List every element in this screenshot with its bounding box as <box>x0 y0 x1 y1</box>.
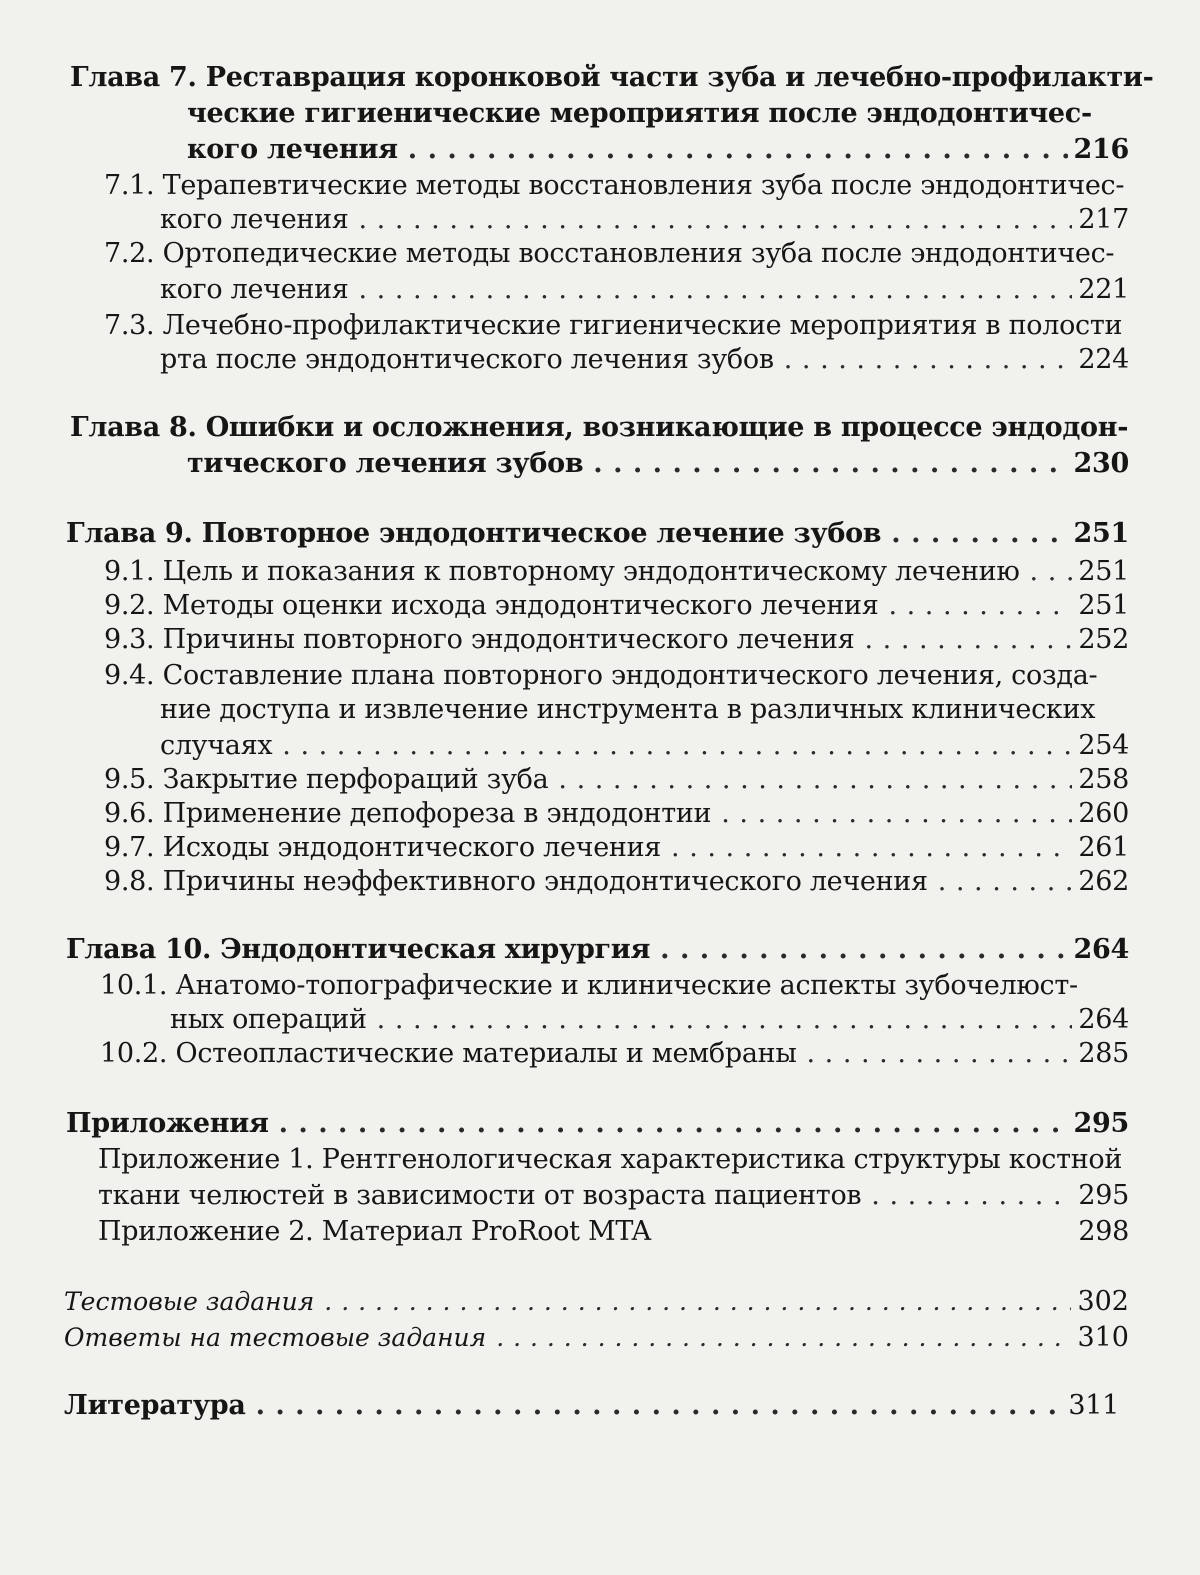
leader-dots <box>671 832 1072 863</box>
leader-dots <box>377 1004 1073 1035</box>
section-9-1-entry[interactable] <box>104 556 1129 587</box>
leader-dots <box>496 1323 1071 1352</box>
section-10-1-line-1 <box>100 970 1078 1001</box>
page-number: 217 <box>1078 204 1129 235</box>
page-number: 302 <box>1077 1286 1129 1317</box>
section-number: 9.1. <box>104 556 155 587</box>
section-title: Составление плана повторного эндодонтического лечения, созда- <box>162 660 1098 691</box>
chapter-10-title: Глава 10. Эндодонтическая хирургия <box>66 934 651 965</box>
section-title: Цель и показания к повторному эндодонтическому лечению <box>162 556 1020 587</box>
page-number: 258 <box>1078 764 1129 795</box>
literature-entry[interactable] <box>64 1390 1119 1421</box>
section-7-2-entry[interactable] <box>160 274 1129 305</box>
section-number: 10.2. <box>100 1038 168 1069</box>
page-number: 295 <box>1078 1180 1129 1211</box>
chapter-7-title-line-2: ческие гигиенические мероприятия после эндодонтичес- <box>187 98 1092 129</box>
section-9-5-entry[interactable] <box>104 764 1129 795</box>
page-number: 311 <box>1068 1390 1119 1421</box>
section-number: 7.2. <box>104 238 155 269</box>
section-9-4-line-2: ние доступа и извлечение инструмента в различных клинических <box>160 694 1096 725</box>
chapter-9-entry[interactable] <box>66 518 1129 549</box>
section-9-2-entry[interactable] <box>104 590 1129 621</box>
page-number: 224 <box>1078 344 1129 375</box>
section-number: 10.1. <box>100 970 168 1001</box>
literature-title: Литература <box>64 1390 246 1421</box>
section-7-2-line-1 <box>104 238 1114 269</box>
section-title: Остеопластические материалы и мембраны <box>175 1038 797 1069</box>
section-9-7-entry[interactable] <box>104 832 1129 863</box>
section-title-cont: случаях <box>160 730 273 761</box>
tests-entry[interactable] <box>64 1286 1129 1317</box>
page-number: 251 <box>1078 556 1129 587</box>
section-label <box>104 624 854 655</box>
section-10-2-entry[interactable] <box>100 1038 1129 1069</box>
appendix-1-entry[interactable] <box>98 1180 1129 1211</box>
page-number: 298 <box>1078 1216 1129 1247</box>
leader-dots <box>282 730 1072 761</box>
leader-dots <box>721 798 1072 829</box>
section-9-6-entry[interactable] <box>104 798 1129 829</box>
leader-dots <box>807 1038 1073 1069</box>
page-number: 264 <box>1078 1004 1129 1035</box>
leader-dots <box>256 1390 1063 1421</box>
section-number: 9.6. <box>104 798 155 829</box>
leader-dots <box>1030 556 1073 587</box>
appendix-2-entry[interactable] <box>98 1216 1129 1247</box>
section-10-1-entry[interactable] <box>170 1004 1129 1035</box>
chapter-9-title: Глава 9. Повторное эндодонтическое лечение зубов <box>66 518 882 549</box>
page-number: 260 <box>1078 798 1129 829</box>
section-9-4-entry[interactable] <box>160 730 1129 761</box>
page-number: 310 <box>1077 1322 1129 1353</box>
leader-dots <box>888 590 1072 621</box>
leader-dots <box>359 274 1073 305</box>
section-title-cont: кого лечения <box>160 204 349 235</box>
section-title: Закрытие перфораций зуба <box>162 764 549 795</box>
page-number: 254 <box>1078 730 1129 761</box>
page-number: 230 <box>1073 448 1129 479</box>
section-title: Ортопедические методы восстановления зуба после эндодонтичес- <box>162 238 1115 269</box>
chapter-8-title-line-2: тического лечения зубов <box>187 448 584 479</box>
section-label <box>100 1038 797 1069</box>
section-title-cont: кого лечения <box>160 274 349 305</box>
section-title: Причины неэффективного эндодонтического лечения <box>162 866 928 897</box>
leader-dots <box>593 448 1067 479</box>
leader-dots <box>279 1108 1068 1139</box>
appendix-title-cont: ткани челюстей в зависимости от возраста пациентов <box>98 1180 862 1211</box>
section-number: 9.2. <box>104 590 155 621</box>
chapter-10-entry[interactable] <box>66 934 1129 965</box>
section-number: 7.3. <box>104 310 155 341</box>
section-9-3-entry[interactable] <box>104 624 1129 655</box>
section-number: 9.4. <box>104 660 155 691</box>
section-7-3-line-1 <box>104 310 1122 341</box>
section-title-cont: рта после эндодонтического лечения зубов <box>160 344 774 375</box>
leader-dots <box>784 344 1073 375</box>
page-number: 251 <box>1073 518 1129 549</box>
chapter-8-title-line-1: Глава 8. Ошибки и осложнения, возникающие в процессе эндодон- <box>70 412 1129 443</box>
page-number: 251 <box>1078 590 1129 621</box>
section-label <box>104 798 711 829</box>
section-label <box>104 556 1020 587</box>
page-number: 261 <box>1078 832 1129 863</box>
page-number: 216 <box>1073 134 1129 165</box>
appendices-entry[interactable] <box>66 1108 1129 1139</box>
section-9-4-line-1 <box>104 660 1097 691</box>
leader-dots <box>558 764 1072 795</box>
section-number: 9.3. <box>104 624 155 655</box>
section-label <box>104 764 548 795</box>
page-number: 262 <box>1078 866 1129 897</box>
section-7-1-line-1 <box>104 170 1124 201</box>
section-title: Методы оценки исхода эндодонтического лечения <box>162 590 879 621</box>
page-number: 285 <box>1078 1038 1129 1069</box>
leader-dots <box>408 134 1068 165</box>
tests-title: Тестовые задания <box>64 1287 315 1316</box>
section-number: 9.5. <box>104 764 155 795</box>
answers-entry[interactable] <box>64 1322 1129 1353</box>
section-title: Применение депофореза в эндодонтии <box>162 798 712 829</box>
answers-title: Ответы на тестовые задания <box>64 1323 487 1352</box>
leader-dots <box>871 1180 1072 1211</box>
leader-dots <box>324 1287 1071 1316</box>
appendices-title: Приложения <box>66 1108 269 1139</box>
section-title: Анатомо-топографические и клинические аспекты зубочелюст- <box>175 970 1078 1001</box>
page-number: 221 <box>1078 274 1129 305</box>
section-number: 7.1. <box>104 170 155 201</box>
section-label <box>104 832 661 863</box>
section-title-cont: ных операций <box>170 1004 367 1035</box>
leader-dots <box>359 204 1073 235</box>
chapter-7-title-line-3: кого лечения <box>187 134 398 165</box>
chapter-8-entry[interactable] <box>187 448 1129 479</box>
section-title: Исходы эндодонтического лечения <box>162 832 662 863</box>
leader-dots <box>864 624 1072 655</box>
section-title: Причины повторного эндодонтического лечения <box>162 624 855 655</box>
section-7-3-entry[interactable] <box>160 344 1129 375</box>
section-number: 9.8. <box>104 866 155 897</box>
section-label <box>104 590 878 621</box>
section-9-8-entry[interactable] <box>104 866 1129 897</box>
leader-dots <box>938 866 1073 897</box>
leader-dots <box>660 934 1067 965</box>
appendix-1-line-1: Приложение 1. Рентгенологическая характеристика структуры костной <box>98 1144 1123 1175</box>
appendix-title: Приложение 2. Материал ProRoot MTA <box>98 1216 651 1247</box>
page-number: 252 <box>1078 624 1129 655</box>
chapter-7-entry[interactable] <box>187 134 1129 165</box>
section-label <box>104 866 928 897</box>
section-title: Лечебно-профилактические гигиенические мероприятия в полости <box>162 310 1123 341</box>
section-title: Терапевтические методы восстановления зуба после эндодонтичес- <box>162 170 1125 201</box>
leader-dots <box>891 518 1067 549</box>
section-number: 9.7. <box>104 832 155 863</box>
section-7-1-entry[interactable] <box>160 204 1129 235</box>
page-number: 264 <box>1073 934 1129 965</box>
chapter-7-title-line-1: Глава 7. Реставрация коронковой части зуба и лечебно-профилакти- <box>70 62 1154 93</box>
page-number: 295 <box>1073 1108 1129 1139</box>
